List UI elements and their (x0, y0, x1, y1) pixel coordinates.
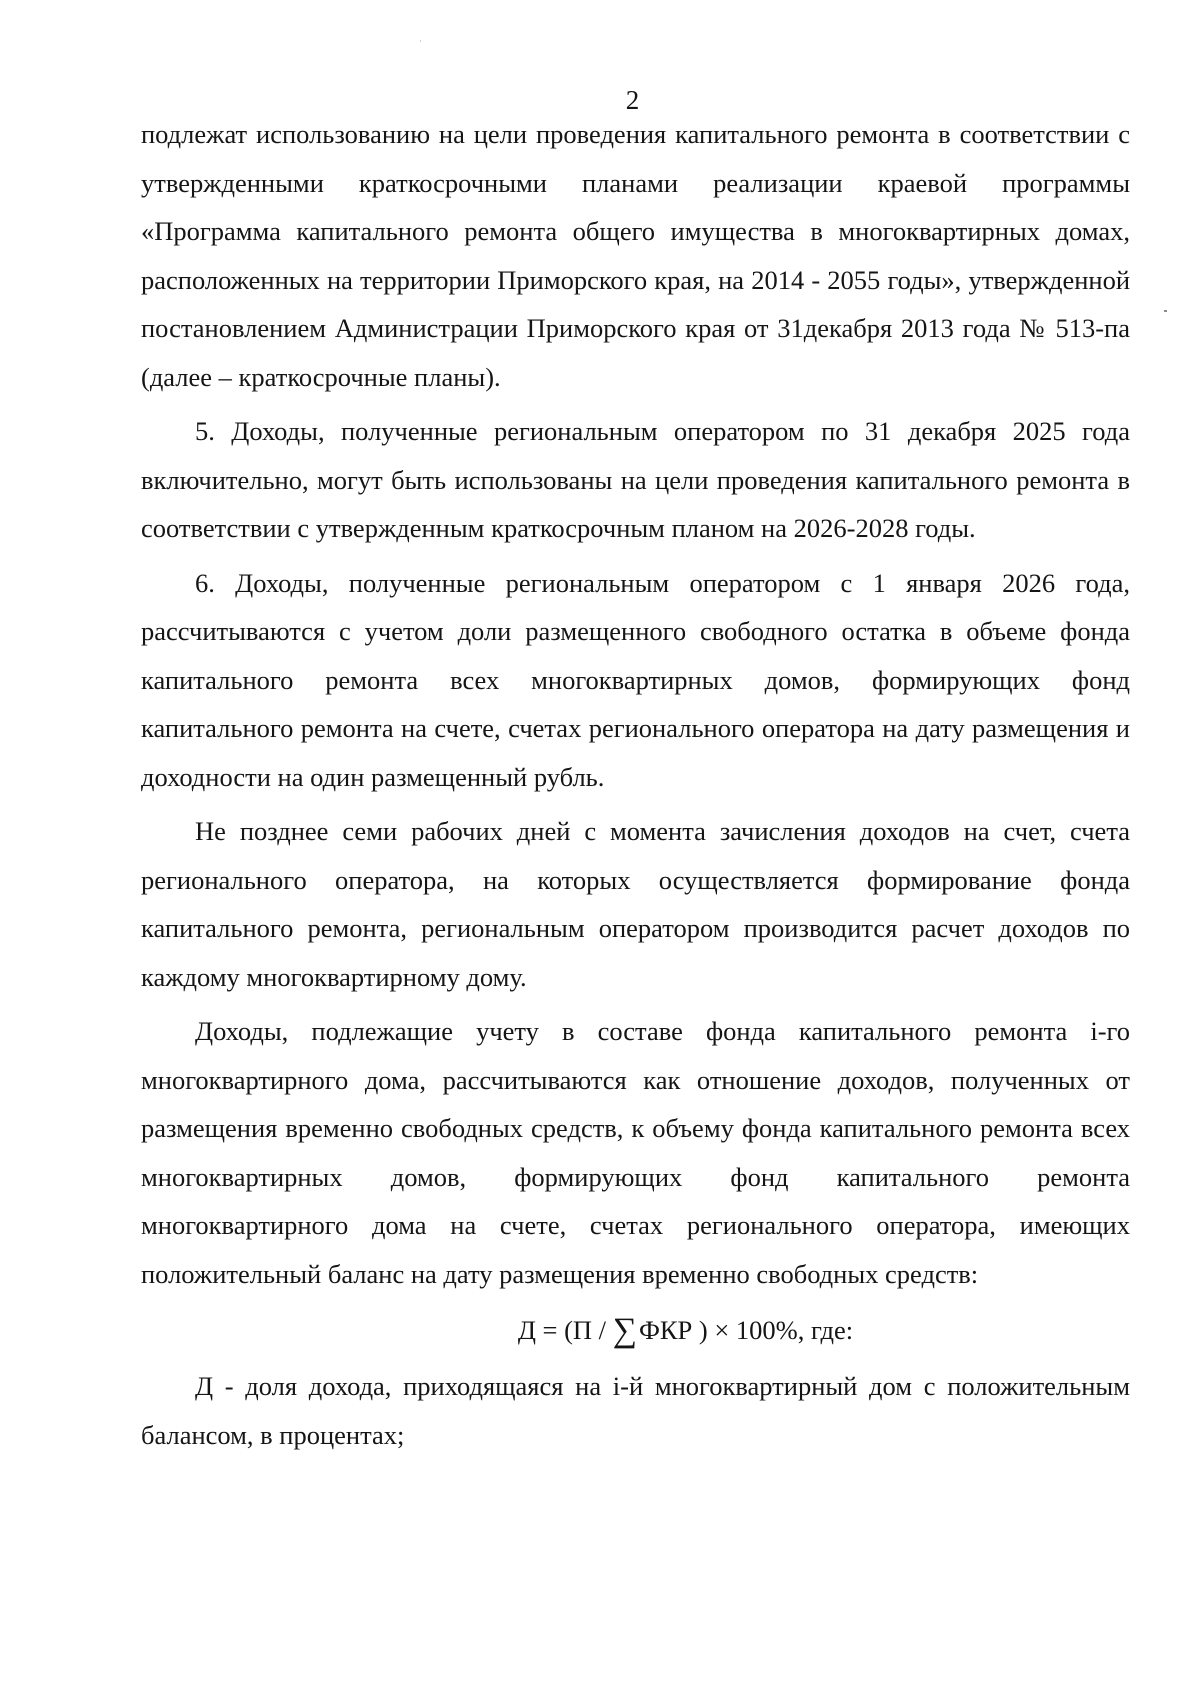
paragraph-income-share: Доходы, подлежащие учету в составе фонда капитального ремонта i-го многоквартирного дома, рассчитываются как отношение доходов, полученных от размещения временно свободных средств, к объему фонда капитального ремонта всех многоквартирных домов, формирующих фонд капитального ремонта многоквартирного дома на счете, счетах регионального оператора, имеющих положительный баланс на дату размещения временно свободных средств: (141, 1016, 1130, 1289)
document-body (141, 110, 1130, 1459)
sum-symbol: ∑ (612, 1312, 637, 1349)
paragraph-calculation-deadline: Не позднее семи рабочих дней с момента зачисления доходов на счет, счета регионального оператора, на которых осуществляется формирование фонда капитального ремонта, региональным оператором производится расчет доходов по каждому многоквартирному дому. (141, 816, 1130, 992)
paragraph-continuation: подлежат использованию на цели проведения капитального ремонта в соответствии с утвержденными краткосрочными планами реализации краевой программы «Программа капитального ремонта общего имущества в многоквартирных домах, расположенных на территории Приморского края, на 2014 - 2055 годы», утвержденной постановлением Администрации Приморского края от 31декабря 2013 года № 513-па (далее – краткосрочные планы). (141, 119, 1130, 392)
formula-right: ФКР ) × 100%, где: (638, 1315, 854, 1345)
income-share-formula (141, 1304, 1130, 1356)
scan-artifact (420, 40, 421, 42)
formula-left: Д = (П / (517, 1315, 607, 1345)
scan-artifact (1164, 310, 1167, 312)
page-number: 2 (625, 85, 640, 115)
paragraph-item-6: 6. Доходы, полученные региональным оператором с 1 января 2026 года, рассчитываются с учетом доли размещенного свободного остатка в объеме фонда капитального ремонта всех многоквартирных домов, формирующих фонд капитального ремонта на счете, счетах регионального оператора на дату размещения и доходности на один размещенный рубль. (141, 567, 1130, 792)
paragraph-item-5: 5. Доходы, полученные региональным оператором по 31 декабря 2025 года включительно, могут быть использованы на цели проведения капитального ремонта в соответствии с утвержденным краткосрочным планом на 2026-2028 годы. (141, 416, 1130, 543)
paragraph-definition-d: Д - доля дохода, приходящаяся на i-й многоквартирный дом с положительным балансом, в процентах; (141, 1371, 1130, 1450)
